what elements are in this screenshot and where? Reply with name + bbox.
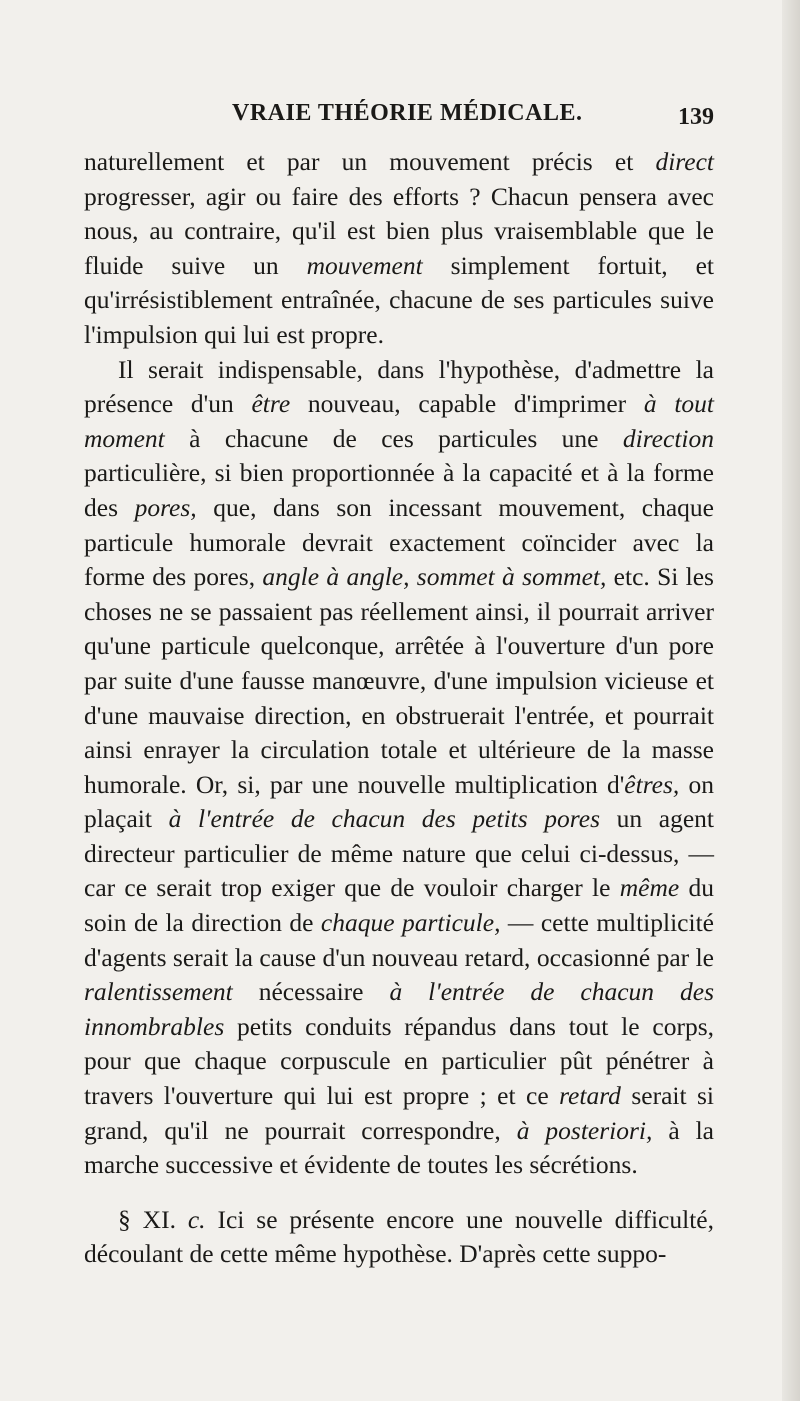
italic-span: c.: [187, 1204, 206, 1234]
italic-span: êtres,: [624, 769, 680, 799]
paragraph-continuation: [84, 145, 714, 353]
italic-span: à l'entrée de chacun des innombrables: [84, 977, 714, 1041]
text-span: Il serait indispensable, dans l'hypothèse, d'admettre la présence d'un: [84, 354, 714, 419]
text-span: petits conduits répandus dans tout le corps, pour que chaque corpuscule en particulier pût pénétrer à travers l'ouverture qui lui est propre ; et ce: [84, 1011, 714, 1111]
text-span: Ici se présente encore une nouvelle difficulté, découlant de cette même hypothèse. D'après cette suppo-: [84, 1204, 714, 1269]
italic-span: direction: [622, 423, 714, 453]
text-span: à chacune de ces particules une: [164, 423, 623, 453]
italic-span: pores,: [134, 492, 197, 522]
page-number: 139: [678, 104, 714, 130]
text-span: que, dans son incessant mouvement, chaque particule humorale devrait exactement coïncider avec la forme des pores,: [84, 492, 714, 592]
text-span: un agent directeur particulier de même nature que celui ci-dessus, — car ce serait trop exiger que de vouloir charger le: [84, 804, 714, 903]
italic-span: retard: [559, 1081, 621, 1111]
text-span: à la marche successive et évidente de toutes les sécrétions.: [84, 1115, 714, 1180]
text-span: § XI.: [118, 1204, 188, 1234]
italic-span: à l'entrée de chacun des petits pores: [168, 804, 601, 834]
text-span: nécessaire: [232, 977, 390, 1007]
italic-span: angle à angle, sommet à sommet,: [262, 562, 607, 592]
italic-span: ralentissement: [84, 977, 233, 1007]
text-span: nouveau, capable d'imprimer: [290, 389, 644, 419]
text-span: progresser, agir ou faire des efforts ? Chacun pensera avec nous, au contraire, qu'il est bien plus vraisemblable que le fluide suive un: [84, 181, 714, 280]
italic-span: être: [251, 389, 291, 419]
paragraph-section-xi: [84, 1203, 714, 1272]
text-span: on plaçait: [84, 769, 714, 834]
body-text: [84, 145, 714, 1272]
paragraph-indispensable: [84, 353, 714, 1183]
text-span: particulière, si bien proportionnée à la capacité et à la forme des: [84, 458, 714, 522]
running-title: VRAIE THÉORIE MÉDICALE.: [232, 100, 583, 126]
page-edge-shadow: [782, 0, 800, 1401]
text-span: etc. Si les choses ne se passaient pas réellement ainsi, il pourrait arriver qu'une particule quelconque, arrêtée à l'ouverture d'un pore par suite d'une fausse manœuvre, d'une impulsion vicieuse et d'une mauvaise direction, en obstruerait l'entrée, et pourrait ainsi enrayer la circulation totale et ultérieure de la masse humorale. Or, si, par une nouvelle multiplication d': [84, 562, 714, 799]
italic-span: chaque particule,: [320, 908, 501, 938]
italic-span: même: [619, 873, 680, 903]
text-span: — cette multiplicité d'agents serait la cause d'un nouveau retard, occasionné par le: [84, 908, 714, 972]
text-span: naturellement et par un mouvement précis et: [84, 147, 656, 176]
italic-span: à tout moment: [84, 389, 714, 453]
text-span: du soin de la direction de: [84, 873, 715, 938]
italic-span: direct: [655, 147, 714, 176]
text-span: simplement fortuit, et qu'irrésistiblement entraînée, chacune de ses particules suive l'impulsion qui lui est propre.: [84, 250, 714, 349]
text-span: serait si grand, qu'il ne pourrait correspondre,: [84, 1081, 714, 1145]
italic-span: à posteriori,: [516, 1115, 653, 1145]
running-header: [84, 100, 714, 140]
italic-span: mouvement: [306, 250, 423, 280]
